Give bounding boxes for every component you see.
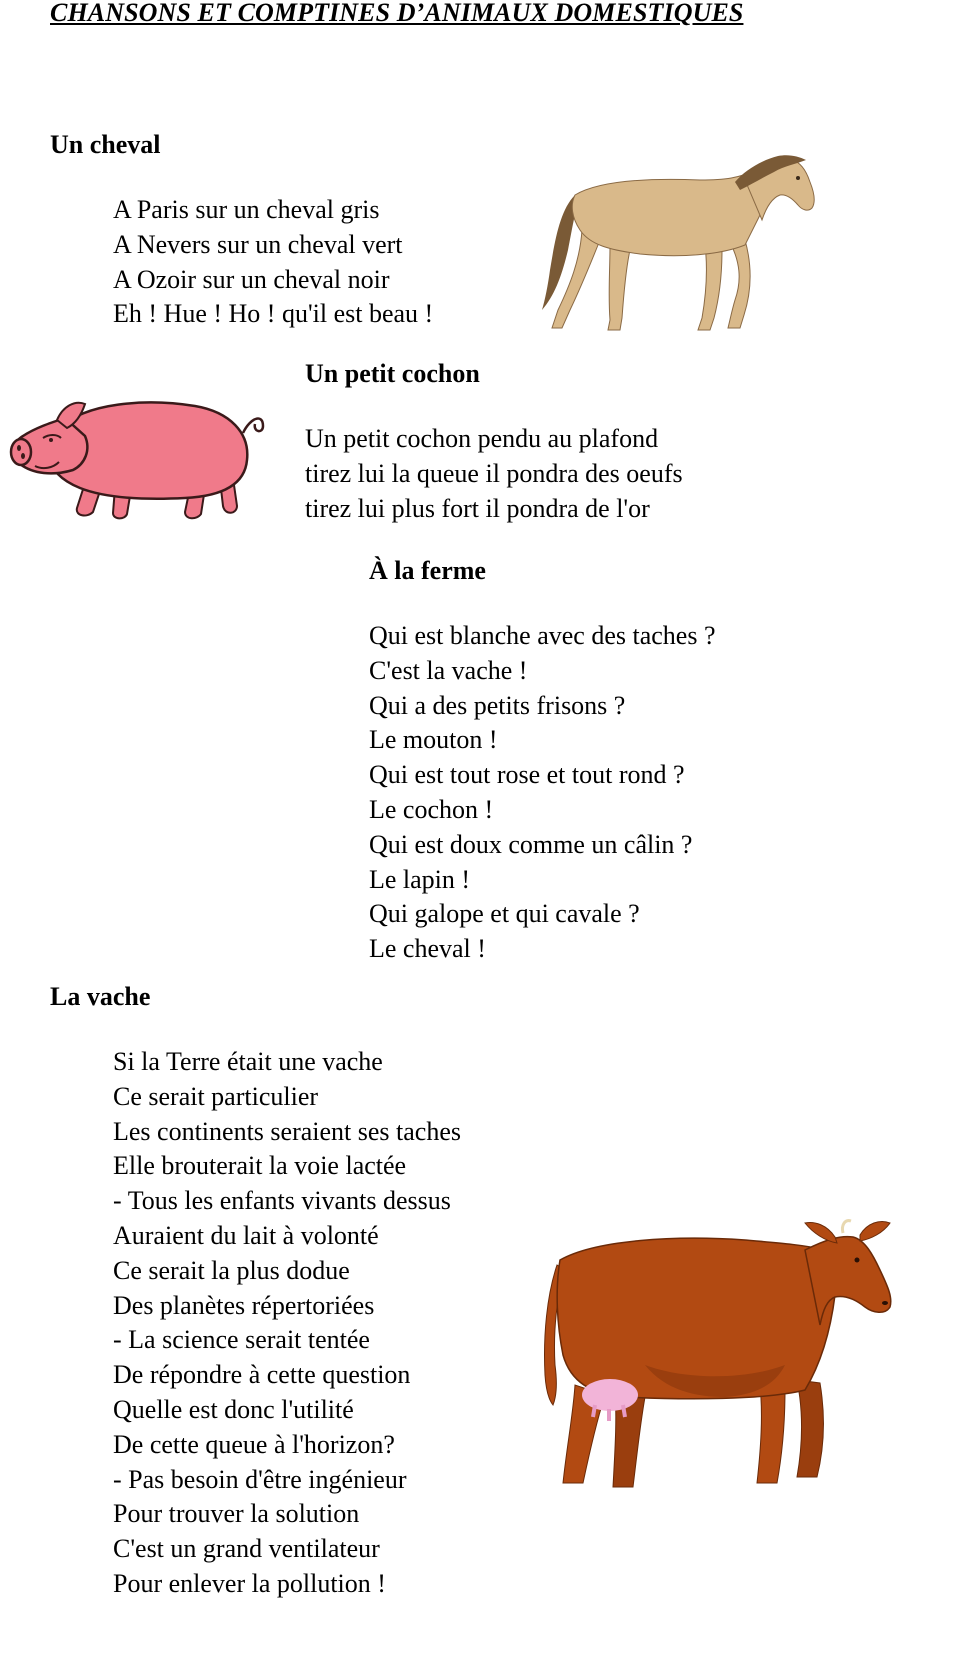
heading-vache: La vache [50, 982, 151, 1011]
page-title: CHANSONS ET COMPTINES D’ANIMAUX DOMESTIQUES [50, 0, 744, 27]
verse-line: Un petit cochon pendu au plafond [305, 424, 659, 453]
verse-line: Si la Terre était une vache [113, 1047, 383, 1076]
verse-line: - Pas besoin d'être ingénieur [113, 1464, 407, 1494]
verse-line: Pour enlever la pollution ! [113, 1568, 386, 1598]
verse-line: A Paris sur un cheval gris [113, 195, 380, 224]
verse-line: Qui a des petits frisons ? [369, 690, 626, 720]
verse-line: Ce serait particulier [113, 1081, 319, 1111]
verse-line: Qui est doux comme un câlin ? [369, 829, 693, 859]
verse-line: Le cochon ! [369, 794, 494, 824]
verse-line: Elle brouterait la voie lactée [113, 1151, 407, 1181]
verse-line: De répondre à cette question [113, 1360, 411, 1390]
horse-illustration [530, 150, 830, 335]
poem-vache [113, 1045, 461, 1602]
verse-line: Ce serait la plus dodue [113, 1255, 350, 1285]
verse-line: Auraient du lait à volonté [113, 1220, 379, 1250]
verse-line: Les continents seraient ses taches [113, 1116, 461, 1146]
verse-line: Qui galope et qui cavale ? [369, 899, 640, 929]
verse-line: A Nevers sur un cheval vert [113, 229, 403, 259]
verse-line: Des planètes répertoriées [113, 1290, 375, 1320]
verse-line: Eh ! Hue ! Ho ! qu'il est beau ! [113, 299, 434, 329]
verse-line: De cette queue à l'horizon? [113, 1429, 395, 1459]
verse-line: Le cheval ! [369, 934, 486, 964]
verse-line: Le lapin ! [369, 864, 471, 894]
heading-cheval: Un cheval [50, 130, 161, 159]
heading-cochon: Un petit cochon [305, 359, 480, 388]
poem-ferme [369, 619, 716, 967]
verse-line: C'est la vache ! [369, 655, 528, 685]
poem-cochon [305, 422, 683, 526]
heading-ferme: À la ferme [369, 556, 486, 585]
verse-line: tirez lui la queue il pondra des oeufs [305, 458, 683, 488]
verse-line: Qui est tout rose et tout rond ? [369, 760, 685, 790]
verse-line: Quelle est donc l'utilité [113, 1394, 354, 1424]
verse-line: A Ozoir sur un cheval noir [113, 264, 390, 294]
verse-line: - La science serait tentée [113, 1325, 370, 1355]
verse-line: - Tous les enfants vivants dessus [113, 1186, 451, 1216]
cow-illustration [535, 1215, 905, 1505]
verse-line: tirez lui plus fort il pondra de l'or [305, 493, 650, 523]
verse-line: C'est un grand ventilateur [113, 1534, 380, 1564]
verse-line: Pour trouver la solution [113, 1499, 360, 1529]
pig-illustration [5, 388, 270, 528]
verse-line: Qui est blanche avec des taches ? [369, 621, 716, 650]
verse-line: Le mouton ! [369, 725, 498, 755]
poem-cheval [113, 193, 433, 332]
